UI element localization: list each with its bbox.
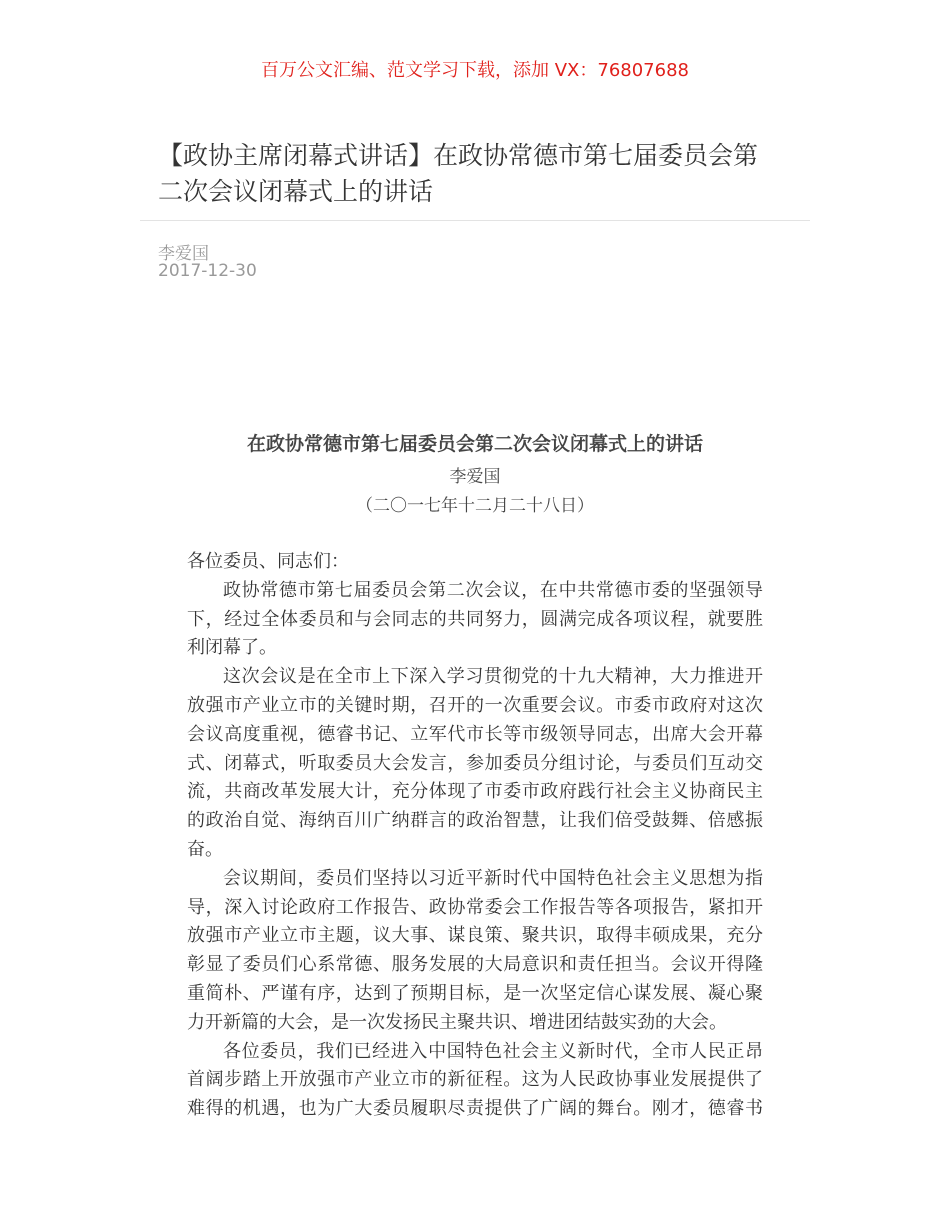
paragraph-line: 难得的机遇，也为广大委员履职尽责提供了广阔的舞台。刚才，德睿书 <box>187 1098 763 1120</box>
salutation: 各位委员、同志们： <box>187 551 349 572</box>
article-date: 2017-12-30 <box>158 261 257 281</box>
paragraph-line: 式、闭幕式，听取委员大会发言，参加委员分组讨论，与委员们互动交 <box>187 752 763 774</box>
article-title <box>158 138 808 210</box>
paragraph <box>187 577 767 663</box>
speech-date: （二〇一七年十二月二十八日） <box>356 496 594 516</box>
promo-banner: 百万公文汇编、范文学习下载，添加 VX：76807688 <box>261 60 689 81</box>
paragraph-line: 导，深入讨论政府工作报告、政协常委会工作报告等各项报告，紧扣开 <box>187 896 763 918</box>
title-line: 二次会议闭幕式上的讲话 <box>158 177 434 206</box>
paragraph-line: 彰显了委员们心系常德、服务发展的大局意识和责任担当。会议开得隆 <box>187 954 763 976</box>
paragraph-line: 这次会议是在全市上下深入学习贯彻党的十九大精神，大力推进开 <box>223 666 763 688</box>
paragraph <box>187 865 767 1038</box>
title-line: 【政协主席闭幕式讲话】在政协常德市第七届委员会第 <box>158 141 759 170</box>
article-author: 李爱国 <box>158 244 209 264</box>
paragraph <box>187 663 767 865</box>
paragraph-line: 政协常德市第七届委员会第二次会议，在中共常德市委的坚强领导 <box>223 579 763 601</box>
speech-speaker: 李爱国 <box>449 467 501 487</box>
speech-heading: 在政协常德市第七届委员会第二次会议闭幕式上的讲话 <box>246 433 703 455</box>
paragraph-line: 力开新篇的大会，是一次发扬民主聚共识、增进团结鼓实劲的大会。 <box>187 1011 727 1033</box>
paragraph-line: 放强市产业立市主题，议大事、谋良策、聚共识，取得丰硕成果，充分 <box>187 925 763 947</box>
paragraph-line: 各位委员，我们已经进入中国特色社会主义新时代，全市人民正昂 <box>223 1040 763 1062</box>
paragraph <box>187 1038 767 1124</box>
paragraph-line: 下，经过全体委员和与会同志的共同努力，圆满完成各项议程，就要胜 <box>187 608 763 630</box>
paragraph-line: 奋。 <box>187 838 223 860</box>
paragraph-line: 会议高度重视，德睿书记、立军代市长等市级领导同志，出席大会开幕 <box>187 723 763 745</box>
paragraph-line: 首阔步踏上开放强市产业立市的新征程。这为人民政协事业发展提供了 <box>187 1069 763 1091</box>
paragraph-line: 利闭幕了。 <box>187 637 277 659</box>
speech-body <box>187 548 767 1124</box>
paragraph-line: 放强市产业立市的关键时期，召开的一次重要会议。市委市政府对这次 <box>187 694 763 716</box>
paragraph-line: 会议期间，委员们坚持以习近平新时代中国特色社会主义思想为指 <box>223 867 763 889</box>
paragraph-line: 的政治自觉、海纳百川广纳群言的政治智慧，让我们倍受鼓舞、倍感振 <box>187 810 763 832</box>
divider <box>140 220 810 221</box>
paragraph-line: 重简朴、严谨有序，达到了预期目标，是一次坚定信心谋发展、凝心聚 <box>187 982 763 1004</box>
paragraph-line: 流，共商改革发展大计，充分体现了市委市政府践行社会主义协商民主 <box>187 781 763 803</box>
